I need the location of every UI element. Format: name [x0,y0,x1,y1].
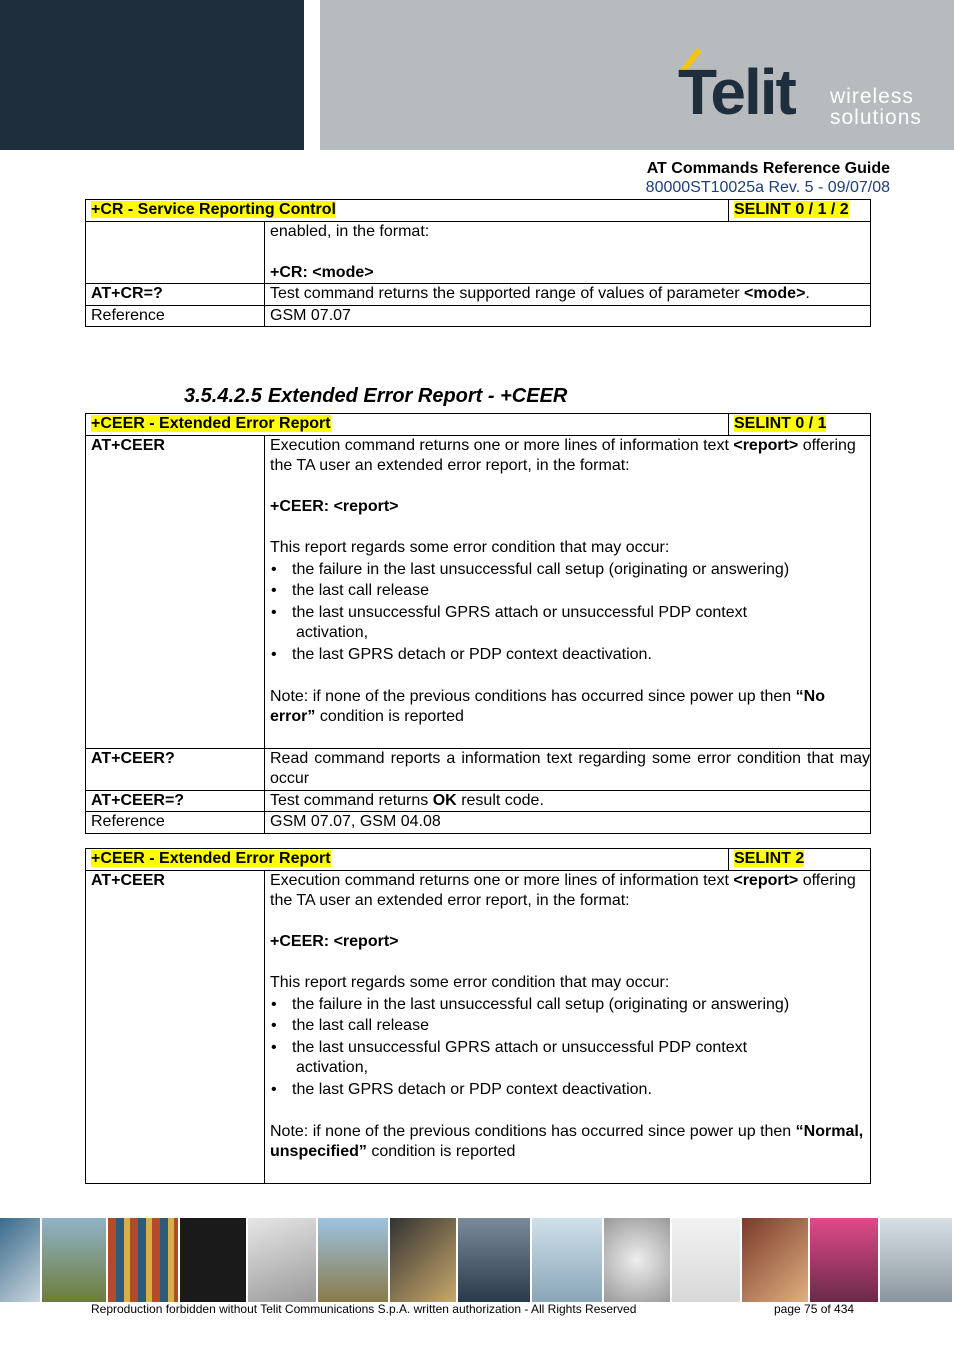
document-title: AT Commands Reference Guide [646,160,890,177]
footer-photo-strip [0,1218,954,1302]
condition-list [270,995,870,1101]
footer-photo [880,1218,952,1302]
table-row [86,748,871,790]
list-item: • the failure in the last unsuccessful call setup (originating or answering) [270,560,870,581]
list-item: • the last call release [270,1016,870,1037]
list-item: • the last call release [270,581,870,602]
footer-photo [42,1218,106,1302]
note-text: condition is reported [319,708,464,725]
command-name: AT+CR=? [86,284,265,306]
footer-photo [248,1218,316,1302]
table-row [86,870,871,1183]
logo-tagline-line1: wireless [830,85,914,108]
logo-tagline [830,86,922,128]
table-row [86,790,871,812]
footer-photo [604,1218,670,1302]
footer-photo [318,1218,388,1302]
cell-text: offering the TA user an extended error report, in the format: [270,436,856,474]
cell-text: Read command reports a information text regarding some error condition that may occur [265,748,871,790]
list-item [270,1038,870,1079]
reference-text: GSM 07.07 [265,305,871,327]
list-item: • the last GPRS detach or PDP context deactivation. [270,1080,870,1101]
parameter-name: <mode> [744,285,806,302]
table-header-row [86,414,871,436]
list-item: • the failure in the last unsuccessful call setup (originating or answering) [270,995,870,1016]
table-title: +CEER - Extended Error Report [91,850,331,867]
list-item-text: the last unsuccessful GPRS attach or unsuccessful PDP context [292,1038,748,1056]
reference-text: GSM 07.07, GSM 04.08 [265,812,871,834]
command-name: AT+CEER=? [86,790,265,812]
header-dark-panel [0,0,304,150]
cell-text: Execution command returns one or more lines of information text [270,871,729,889]
reference-label: Reference [86,812,265,834]
cell-text: . [805,285,810,302]
list-item-continuation: activation, [296,624,369,641]
list-item [270,603,870,644]
footer-photo [0,1218,40,1302]
cell-text: Execution command returns one or more lines of information text [270,436,729,454]
footer-photo [742,1218,808,1302]
note-value: “Normal, unspecified” [270,1122,864,1160]
response-format: +CEER: <report> [270,933,399,950]
table-title: +CEER - Extended Error Report [91,415,331,432]
list-item-text: the last unsuccessful GPRS attach or unsuccessful PDP context [292,603,748,621]
table-header-row [86,849,871,871]
note-text: Note: if none of the previous conditions has occurred since power up then [270,687,792,705]
response-format: +CR: <mode> [270,263,374,281]
command-name: AT+CEER? [86,748,265,790]
cell-text: result code. [461,791,544,809]
footer-photo [108,1218,178,1302]
note-text: condition is reported [371,1143,516,1160]
table-row [86,284,871,306]
response-format: +CEER: <report> [270,498,399,515]
table-header-row [86,200,871,222]
list-item-continuation: activation, [296,1059,369,1076]
footer-photo [532,1218,602,1302]
parameter-name: <report> [733,871,799,889]
reference-label: Reference [86,305,265,327]
ceer-command-table-selint2 [85,848,871,1184]
footer-photo [180,1218,246,1302]
footer-copyright: Reproduction forbidden without Telit Communications S.p.A. written authorization - All Rights Reserved [91,1302,637,1316]
cell-text: This report regards some error condition that may occur: [270,974,670,991]
footer-photo [390,1218,456,1302]
selint-badge: SELINT 0 / 1 / 2 [734,201,849,218]
cell-text: Test command returns [270,791,429,809]
ceer-command-table-selint01 [85,413,871,834]
section-title: Extended Error Report - +CEER [267,385,568,407]
section-heading [184,384,567,408]
parameter-name: <report> [733,436,799,454]
table-row [86,305,871,327]
result-code: OK [432,791,457,809]
table-row [86,221,871,284]
list-item: • the last GPRS detach or PDP context deactivation. [270,645,870,666]
cell-text: This report regards some error condition that may occur: [270,539,670,556]
cell-text: offering the TA user an extended error report, in the format: [270,871,856,909]
document-title-block [646,159,890,197]
cr-command-table [85,199,871,327]
command-name: AT+CEER [86,870,265,1183]
table-row [86,812,871,834]
document-reference: 80000ST10025a Rev. 5 - 09/07/08 [645,179,890,196]
logo-tagline-line2: solutions [830,106,922,129]
table-row [86,435,871,748]
section-number: 3.5.4.2.5 [184,385,262,407]
cell-text: enabled, in the format: [270,222,430,240]
table-title: +CR - Service Reporting Control [91,201,336,218]
note-text: Note: if none of the previous conditions has occurred since power up then [270,1122,792,1140]
selint-badge: SELINT 0 / 1 [734,415,827,432]
selint-badge: SELINT 2 [734,850,805,867]
page-number: page 75 of 434 [774,1302,855,1316]
cell-text: Test command returns the supported range of values of parameter [270,285,740,302]
note-value: “No error” [270,687,825,725]
command-name: AT+CEER [86,435,265,748]
telit-logo: Telit [678,56,795,128]
footer-photo [672,1218,740,1302]
footer-photo [458,1218,530,1302]
condition-list [270,560,870,666]
footer-photo [810,1218,878,1302]
